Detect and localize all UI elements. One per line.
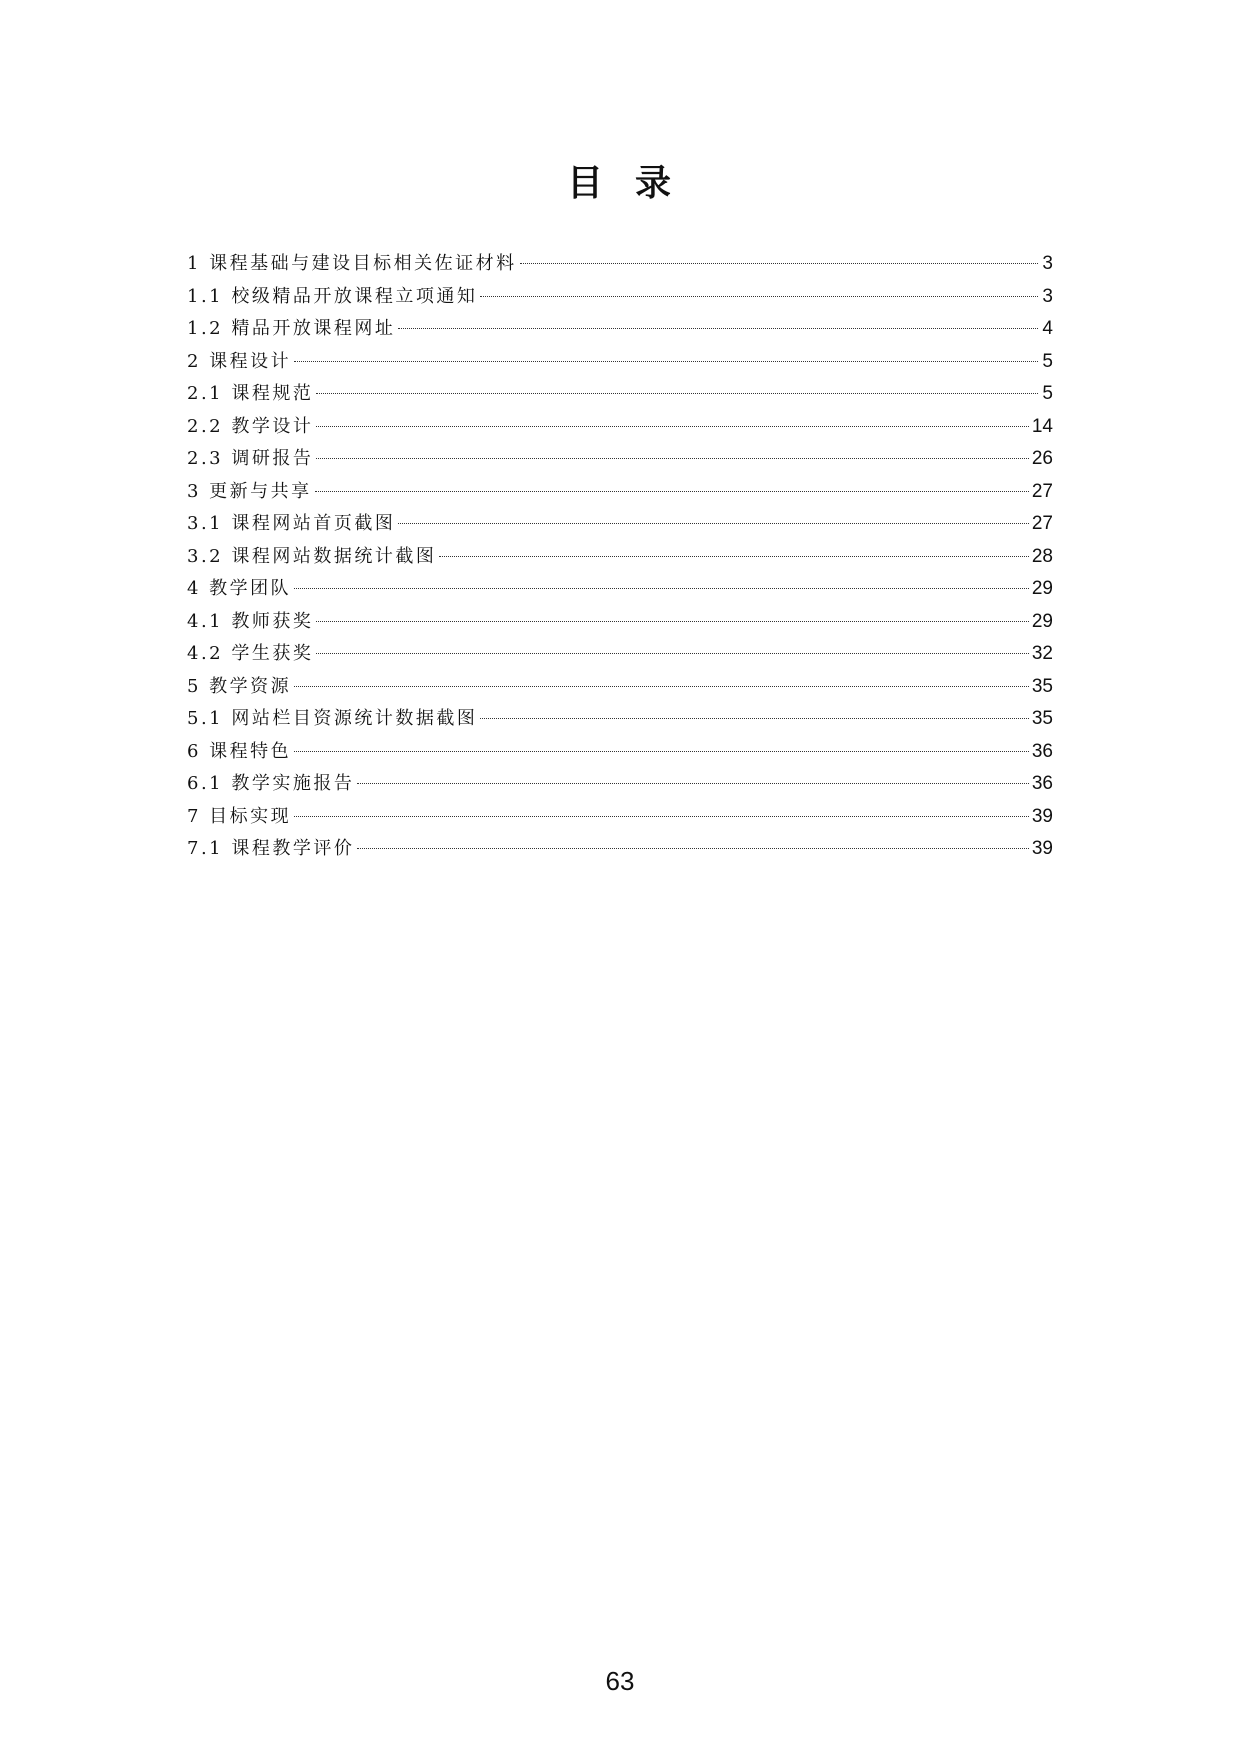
toc-entry-page: 36: [1031, 773, 1053, 794]
dot-leader: [316, 653, 1029, 654]
toc-entry[interactable]: [187, 378, 1053, 411]
toc-entry-label: 6 课程特色: [187, 740, 292, 762]
toc-entry-label: 4.1 教师获奖: [187, 610, 314, 632]
toc-entry-page: 3: [1042, 285, 1053, 307]
dot-leader: [357, 848, 1029, 849]
dot-leader: [294, 816, 1029, 817]
toc-entry-label: 1 课程基础与建设目标相关佐证材料: [187, 253, 517, 274]
toc-entry[interactable]: [187, 606, 1053, 639]
toc-entry-page: 26: [1031, 448, 1053, 469]
toc-entry[interactable]: [187, 801, 1053, 834]
toc-entry[interactable]: [187, 476, 1053, 509]
toc-entry-label: 3.2 课程网站数据统计截图: [187, 545, 437, 567]
title-char-2: 录: [635, 163, 674, 204]
dot-leader: [316, 393, 1038, 394]
toc-entry-label: 3 更新与共享: [187, 480, 312, 502]
toc-entry[interactable]: [187, 346, 1053, 379]
dot-leader: [398, 328, 1038, 329]
toc-entry[interactable]: [187, 638, 1053, 671]
toc-entry[interactable]: [187, 541, 1053, 574]
toc-entry[interactable]: [187, 703, 1053, 736]
toc-entry[interactable]: [187, 313, 1053, 346]
dot-leader: [294, 686, 1029, 687]
toc-entry-label: 1.1 校级精品开放课程立项通知: [187, 285, 478, 307]
toc-entry-label: 2.2 教学设计: [187, 415, 314, 437]
title-char-1: 目: [566, 163, 605, 204]
toc-entry-page: 29: [1031, 578, 1053, 599]
toc-entry-page: 35: [1031, 708, 1053, 729]
toc-entry[interactable]: [187, 833, 1053, 866]
dot-leader: [294, 588, 1029, 589]
toc-entry-page: 5: [1042, 350, 1053, 372]
page-number: 63: [605, 1666, 635, 1696]
toc-entry-page: 32: [1031, 643, 1053, 664]
toc-entry[interactable]: [187, 736, 1053, 769]
toc-entry[interactable]: [187, 281, 1053, 314]
toc-entry-page: 29: [1031, 610, 1053, 632]
toc-entry-label: 1.2 精品开放课程网址: [187, 318, 396, 339]
toc-entry[interactable]: [187, 768, 1053, 801]
toc-entry[interactable]: [187, 443, 1053, 476]
toc-entry[interactable]: [187, 508, 1053, 541]
dot-leader: [316, 426, 1029, 427]
page-title: [0, 162, 1240, 206]
toc-entry-label: 7 目标实现: [187, 805, 292, 827]
dot-leader: [294, 361, 1038, 362]
dot-leader: [315, 491, 1029, 492]
dot-leader: [520, 263, 1038, 264]
toc-entry-label: 5 教学资源: [187, 675, 292, 697]
toc-entry-page: 39: [1031, 838, 1053, 859]
dot-leader: [316, 458, 1029, 459]
dot-leader: [480, 296, 1038, 297]
toc-entry-label: 2 课程设计: [187, 350, 292, 372]
toc-entry-label: 5.1 网站栏目资源统计数据截图: [187, 708, 478, 729]
toc-entry-page: 5: [1042, 383, 1053, 404]
dot-leader: [357, 783, 1029, 784]
toc-entry-label: 3.1 课程网站首页截图: [187, 513, 396, 534]
toc-entry-label: 6.1 教学实施报告: [187, 773, 355, 794]
toc-entry-label: 2.1 课程规范: [187, 383, 314, 404]
toc-entry-label: 7.1 课程教学评价: [187, 838, 355, 859]
dot-leader: [294, 751, 1029, 752]
toc-entry-label: 4.2 学生获奖: [187, 643, 314, 664]
toc-entry-label: 2.3 调研报告: [187, 448, 314, 469]
toc-entry-page: 27: [1031, 480, 1053, 502]
toc-entry-label: 4 教学团队: [187, 578, 292, 599]
toc-entry[interactable]: [187, 671, 1053, 704]
dot-leader: [480, 718, 1029, 719]
table-of-contents: [187, 248, 1053, 866]
toc-entry-page: 27: [1031, 513, 1053, 534]
toc-entry-page: 14: [1031, 415, 1053, 437]
toc-entry-page: 3: [1042, 253, 1053, 274]
toc-entry-page: 35: [1031, 675, 1053, 697]
toc-entry-page: 36: [1031, 740, 1053, 762]
dot-leader: [316, 621, 1029, 622]
toc-entry-page: 39: [1031, 805, 1053, 827]
toc-entry[interactable]: [187, 411, 1053, 444]
dot-leader: [439, 556, 1029, 557]
toc-entry[interactable]: [187, 248, 1053, 281]
dot-leader: [398, 523, 1029, 524]
toc-entry[interactable]: [187, 573, 1053, 606]
toc-entry-page: 4: [1042, 318, 1053, 339]
toc-entry-page: 28: [1031, 545, 1053, 567]
